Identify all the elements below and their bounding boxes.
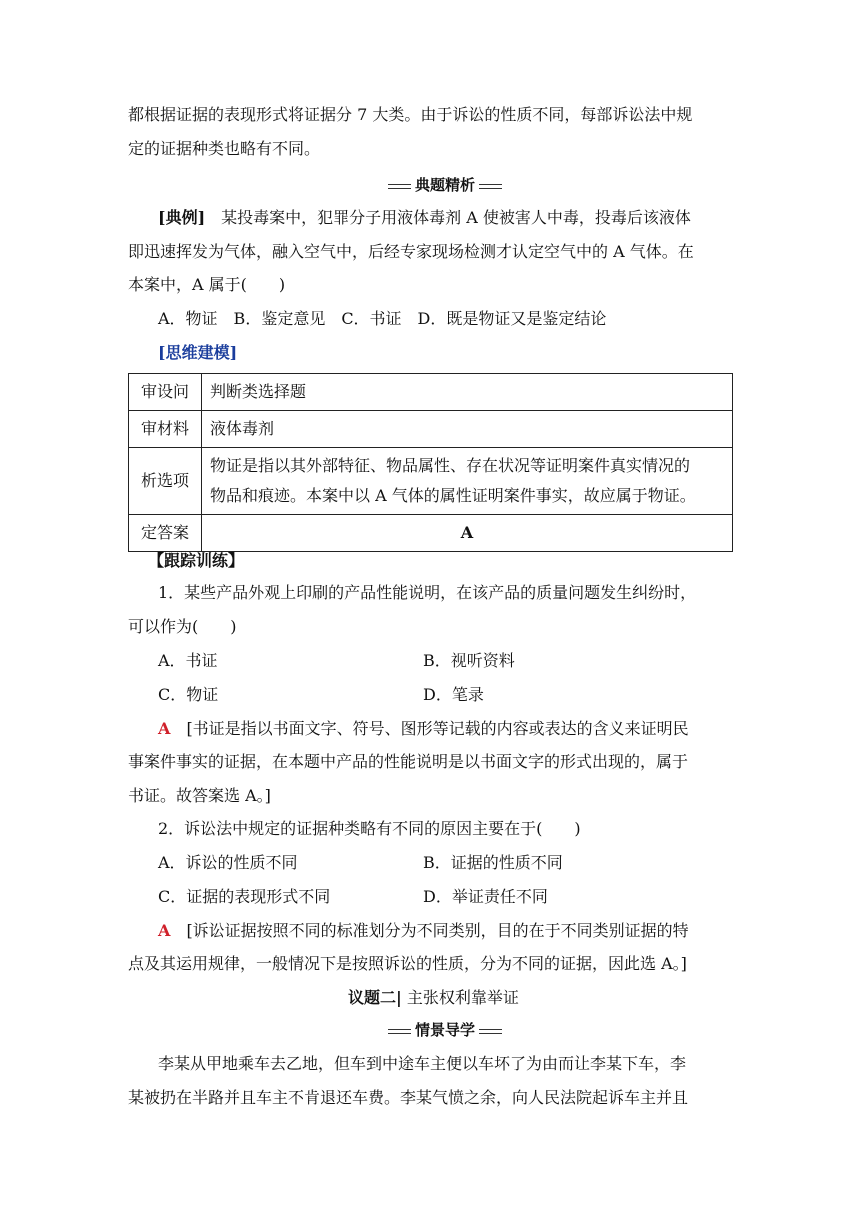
example-options: A．物证 B．鉴定意见 C．书证 D．既是物证又是鉴定结论: [158, 309, 607, 328]
q2-option-b: B．证据的性质不同: [423, 853, 563, 872]
topic2-title: 主张权利靠举证: [406, 988, 519, 1007]
topic2-number: 议题二|: [348, 988, 402, 1007]
q1-expl-text-1: [书证是指以书面文字、符号、图形等记载的内容或表达的含义来证明民: [186, 719, 689, 738]
row-content: 判断类选择题: [202, 374, 733, 411]
q2-line-1: 2．诉讼法中规定的证据种类略有不同的原因主要在于( ): [158, 819, 581, 838]
table-row: [129, 411, 733, 448]
q1-option-c: C．物证: [158, 685, 219, 704]
table-row: [129, 448, 733, 515]
thinking-model-table: [128, 373, 733, 552]
row-label: 审设问: [129, 374, 202, 411]
q1-line-1: 1．某些产品外观上印刷的产品性能说明，在该产品的质量问题发生纠纷时，: [158, 583, 697, 602]
row-label: 析选项: [129, 448, 202, 515]
q2-explanation-line-1: [158, 920, 689, 942]
q2-option-d: D．举证责任不同: [423, 887, 548, 906]
q1-option-d: D．笔录: [423, 685, 484, 704]
q1-explanation-line-1: [158, 718, 689, 740]
q1-answer: A: [158, 719, 171, 738]
section-title-scenario-guide: [388, 1020, 502, 1040]
section-title-text: 典题精析: [411, 176, 479, 194]
section-title-text: 情景导学: [411, 1021, 479, 1039]
row-content: [202, 448, 733, 515]
q1-option-b: B．视听资料: [423, 651, 515, 670]
q1-line-2: 可以作为( ): [128, 617, 237, 636]
row-label: 定答案: [129, 515, 202, 552]
section-title-example-analysis: [388, 175, 502, 195]
q2-explanation-line-2: 点及其运用规律，一般情况下是按照诉讼的性质，分为不同的证据，因此选 A。]: [128, 954, 687, 973]
q2-answer: A: [158, 921, 171, 940]
q2-option-c: C．证据的表现形式不同: [158, 887, 331, 906]
example-line-1: [158, 207, 691, 229]
table-row: [129, 515, 733, 552]
table-row: [129, 374, 733, 411]
scenario-line-2: 某被扔在半路并且车主不肯退还车费。李某气愤之余，向人民法院起诉车主并且: [128, 1088, 689, 1107]
intro-line-2: 定的证据种类也略有不同。: [128, 139, 321, 158]
tracking-training-label: 【跟踪训练】: [148, 551, 245, 570]
example-tag: [典例]: [158, 208, 206, 227]
q1-option-a: A．书证: [158, 651, 218, 670]
q2-option-a: A．诉讼的性质不同: [158, 853, 298, 872]
q1-explanation-line-2: 事案件事实的证据，在本题中产品的性能说明是以书面文字的形式出现的，属于: [128, 752, 689, 771]
thinking-model-label: [思维建模]: [158, 343, 238, 362]
row-content-answer: A: [202, 515, 733, 552]
row-content: 液体毒剂: [202, 411, 733, 448]
row-content-line-1: 物证是指以其外部特征、物品属性、存在状况等证明案件真实情况的: [210, 456, 691, 475]
example-text-1: 某投毒案中，犯罪分子用液体毒剂 A 使被害人中毒，投毒后该液体: [221, 208, 691, 227]
q2-expl-text-1: [诉讼证据按照不同的标准划分为不同类别，目的在于不同类别证据的特: [186, 921, 689, 940]
scenario-line-1: 李某从甲地乘车去乙地，但车到中途车主便以车坏了为由而让李某下车，李: [158, 1054, 687, 1073]
intro-line-1: 都根据证据的表现形式将证据分 7 大类。由于诉讼的性质不同，每部诉讼法中规: [128, 105, 693, 124]
row-label: 审材料: [129, 411, 202, 448]
example-line-3: 本案中，A 属于( ): [128, 275, 286, 294]
topic2-heading: [348, 987, 519, 1009]
q1-explanation-line-3: 书证。故答案选 A。]: [128, 786, 271, 805]
row-content-line-2: 物品和痕迹。本案中以 A 气体的属性证明案件事实，故应属于物证。: [210, 486, 696, 505]
example-line-2: 即迅速挥发为气体，融入空气中，后经专家现场检测才认定空气中的 A 气体。在: [128, 242, 694, 261]
